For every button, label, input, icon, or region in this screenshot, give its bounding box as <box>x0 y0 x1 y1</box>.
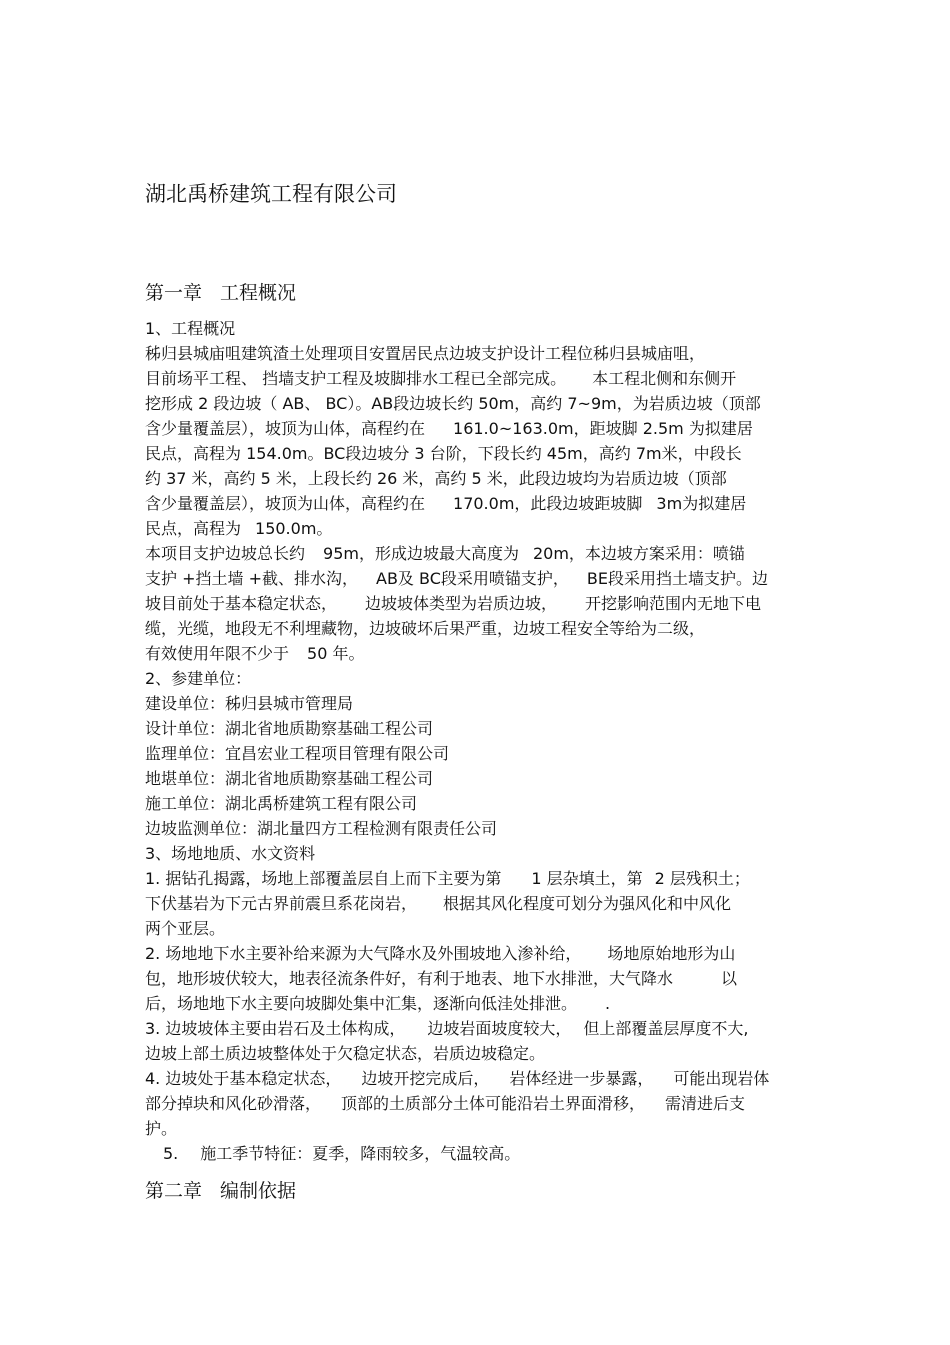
item-line: 边坡上部土质边坡整体处于欠稳定状态，岩质边坡稳定。 <box>145 1044 546 1063</box>
item-line: 护。 <box>145 1119 178 1138</box>
company-name: 湖北禹桥建筑工程有限公司 <box>145 182 397 206</box>
section-1-heading: 1、工程概况 <box>145 319 236 338</box>
paragraph-line: 民点，高程为 154.0m。BC段边坡分 3 台阶，下段长约 45m，高约 7m米，中段长 <box>145 444 742 463</box>
paragraph-line: 目前场平工程、 挡墙支护工程及坡脚排水工程已全部完成。 本工程北侧和东侧开 <box>145 369 737 388</box>
chapter-1-number: 第一章 <box>145 282 203 304</box>
paragraph-line: 坡目前处于基本稳定状态， 边坡坡体类型为岩质边坡， 开挖影响范围内无地下电 <box>145 594 762 613</box>
unit-line: 地堪单位：湖北省地质勘察基础工程公司 <box>145 769 434 788</box>
unit-line: 监理单位：宜昌宏业工程项目管理有限公司 <box>145 744 450 763</box>
chapter-2-number: 第二章 <box>145 1180 203 1202</box>
paragraph-line: 含少量覆盖层），坡顶为山体，高程约在 170.0m，此段边坡距坡脚 3m为拟建居 <box>145 494 747 513</box>
item-line: 部分掉块和风化砂滑落， 顶部的土质部分土体可能沿岩土界面滑移， 需清进后支 <box>145 1094 746 1113</box>
paragraph-line: 约 37 米，高约 5 米，上段长约 26 米，高约 5 米，此段边坡均为岩质边坡（顶部 <box>145 469 727 488</box>
paragraph-line: 秭归县城庙咀建筑渣土处理项目安置居民点边坡支护设计工程位秭归县城庙咀， <box>145 344 706 363</box>
unit-line: 建设单位：秭归县城市管理局 <box>145 694 354 713</box>
item-line: 1. 据钻孔揭露，场地上部覆盖层自上而下主要为第 1 层杂填土，第 2 层残积土； <box>145 869 750 888</box>
item-line: 两个亚层。 <box>145 919 226 938</box>
item-line: 下伏基岩为下元古界前震旦系花岗岩， 根据其风化程度可划分为强风化和中风化 <box>145 894 732 913</box>
section-2-heading: 2、参建单位： <box>145 669 252 688</box>
item-line: 4. 边坡处于基本稳定状态， 边坡开挖完成后， 岩体经进一步暴露， 可能出现岩体 <box>145 1069 770 1088</box>
item-line: 包，地形坡伏较大，地表径流条件好，有利于地表、地下水排泄，大气降水 以 <box>145 969 738 988</box>
chapter-2-title: 编制依据 <box>220 1180 297 1202</box>
chapter-1-title: 工程概况 <box>220 282 297 304</box>
unit-line: 边坡监测单位：湖北量四方工程检测有限责任公司 <box>145 819 498 838</box>
section-3-heading: 3、场地地质、水文资料 <box>145 844 316 863</box>
item-line: 后，场地地下水主要向坡脚处集中汇集，逐渐向低洼处排泄。 . <box>145 994 611 1013</box>
paragraph-line: 有效使用年限不少于 50 年。 <box>145 644 365 663</box>
item-line: 3. 边坡坡体主要由岩石及土体构成， 边坡岩面坡度较大， 但上部覆盖层厚度不大, <box>145 1019 749 1038</box>
unit-line: 施工单位：湖北禹桥建筑工程有限公司 <box>145 794 418 813</box>
item-line: 2. 场地地下水主要补给来源为大气降水及外围坡地入渗补给， 场地原始地形为山 <box>145 944 736 963</box>
paragraph-line: 支护 +挡土墙 +截、排水沟， AB及 BC段采用喷锚支护， BE段采用挡土墙支护。边 <box>145 569 768 588</box>
paragraph-line: 民点，高程为 150.0m。 <box>145 519 333 538</box>
unit-line: 设计单位：湖北省地质勘察基础工程公司 <box>145 719 434 738</box>
document-body <box>145 316 815 1166</box>
chapter-1-heading <box>145 280 296 306</box>
paragraph-line: 挖形成 2 段边坡（ AB、 BC）。AB段边坡长约 50m，高约 7~9m，为岩质边坡（顶部 <box>145 394 761 413</box>
paragraph-line: 本项目支护边坡总长约 95m，形成边坡最大高度为 20m，本边坡方案采用：喷锚 <box>145 544 745 563</box>
chapter-2-heading <box>145 1178 296 1204</box>
paragraph-line: 含少量覆盖层），坡顶为山体，高程约在 161.0~163.0m，距坡脚 2.5m 为拟建居 <box>145 419 753 438</box>
paragraph-line: 缆，光缆，地段无不利埋藏物，边坡破坏后果严重，边坡工程安全等给为二级， <box>145 619 706 638</box>
item-line: 5. 施工季节特征：夏季，降雨较多，气温较高。 <box>163 1144 521 1163</box>
